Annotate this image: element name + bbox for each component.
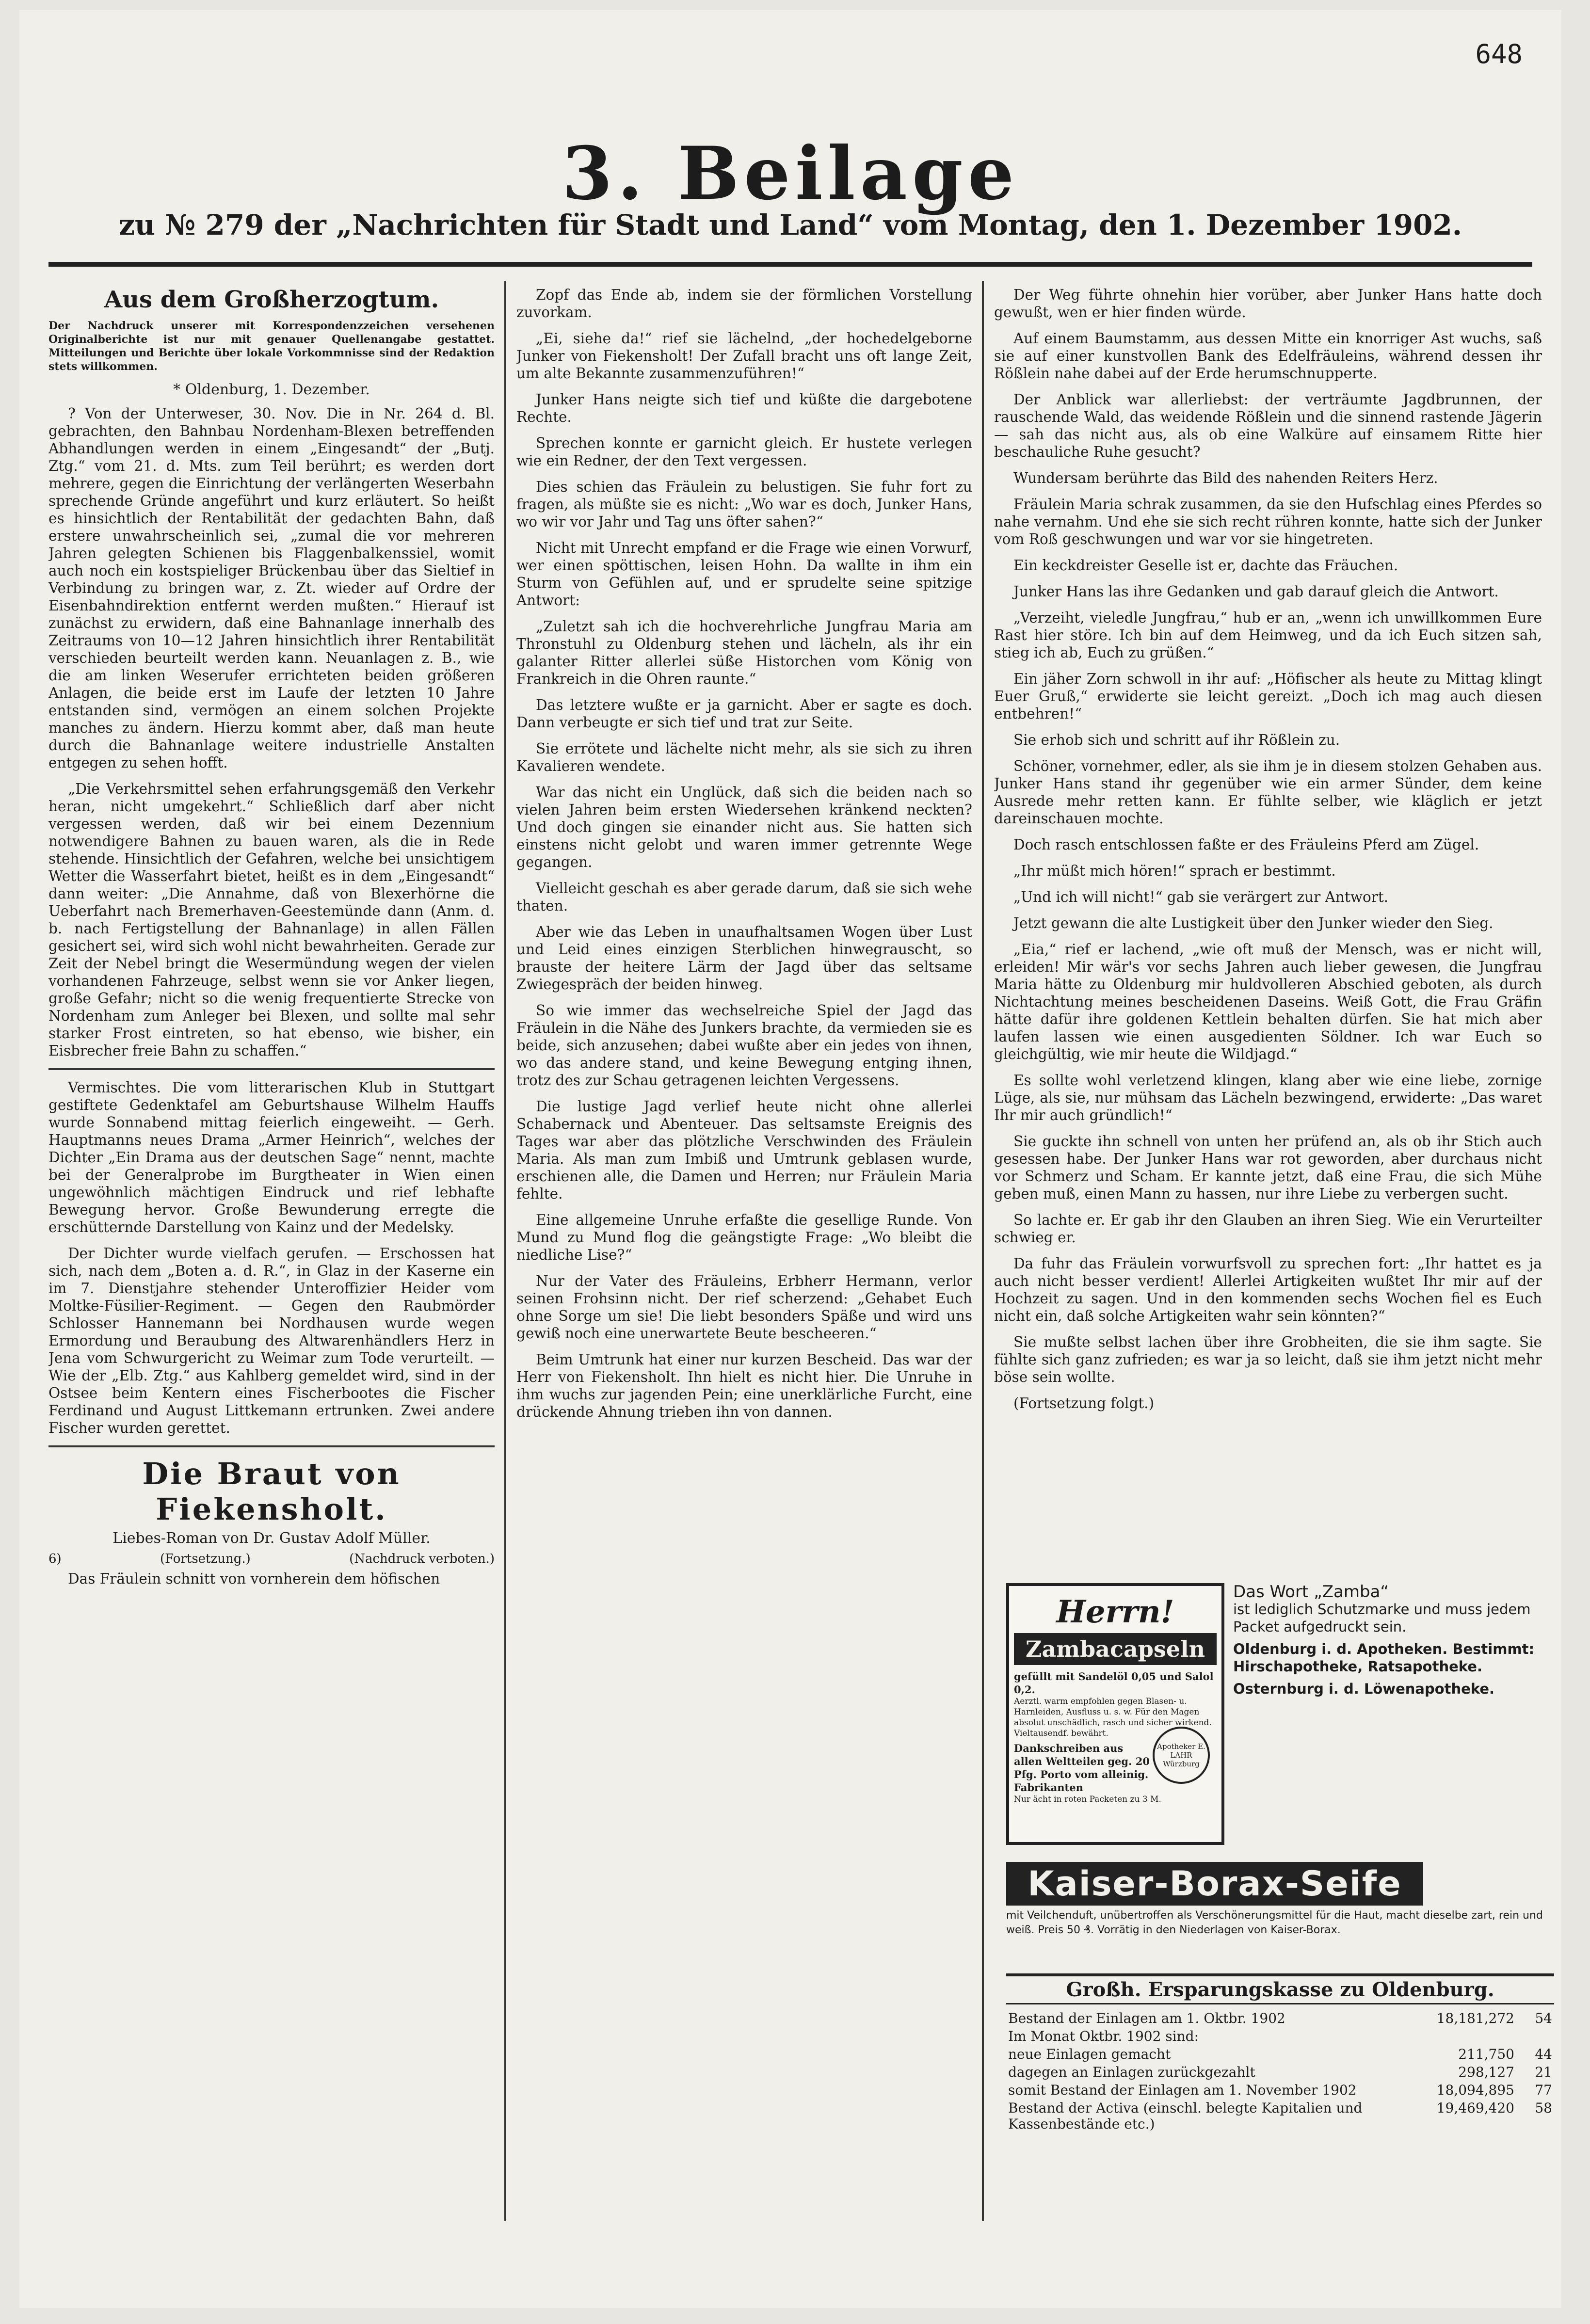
- page-number: 648: [1475, 39, 1523, 69]
- masthead-subtitle: zu № 279 der „Nachrichten für Stadt und Land“ vom Montag, den 1. Dezember 1902.: [118, 208, 1462, 241]
- masthead-title: 3. Beilage: [562, 131, 1019, 216]
- zamba-herrn: Herrn!: [1056, 1594, 1174, 1630]
- zamba-desc-2: Aerztl. warm empfohlen gegen Blasen- u. Harnleiden, Ausfluss u. s. w. Für den Magen absolut unschädlich, rasch und sicher wirkend. Vieltausendf. bewährt.: [1014, 1697, 1212, 1738]
- story-paragraph: Sie guckte ihn schnell von unten her prüfend an, als ob ihr Stich auch gesessen habe. Der Junker Hans war rot geworden, aber durchaus nicht vor Schmerz und Scham. Er kannte jetzt, daß eine Frau, die sich Mühe geben muß, einen Mann zu hassen, nur ihre Liebe zu verbergen sucht.: [994, 1133, 1542, 1202]
- masthead-rule: [48, 262, 1532, 267]
- ad-kaiser-borax: [1006, 1862, 1554, 1959]
- bank-table: [1006, 2009, 1554, 2133]
- column-1: [48, 286, 495, 2293]
- story-paragraph: Nicht mit Unrecht empfand er die Frage wie einen Vorwurf, wer einen spöttischen, leisen Hohn. Da wallte in ihm ein Sturm von Gefühlen auf, und er sprudelte seine spitzige Antwort:: [516, 540, 972, 609]
- story-paragraph: „Und ich will nicht!“ gab sie verärgert zur Antwort.: [1013, 889, 1389, 905]
- zamba-desc-1: gefüllt mit Sandelöl 0,05 und Salol 0,2.: [1014, 1670, 1214, 1696]
- novel-continued: (Fortsetzung.): [160, 1552, 251, 1566]
- story-paragraph: Ein keckdreister Geselle ist er, dachte das Fräuchen.: [1013, 557, 1398, 574]
- story-paragraph: „Ihr müßt mich hören!“ sprach er bestimmt.: [1013, 863, 1336, 879]
- bank-title: Großh. Ersparungskasse zu Oldenburg.: [1006, 1973, 1554, 2004]
- story-paragraph: Eine allgemeine Unruhe erfaßte die gesellige Runde. Von Mund zu Mund flog die geängstigte Frage: „Wo bleibt die niedliche Lise?“: [516, 1212, 972, 1263]
- story-paragraph: Junker Hans las ihre Gedanken und gab darauf gleich die Antwort.: [1013, 583, 1499, 600]
- apothecary-seal-icon: Apotheker E. LAHR Würzburg: [1153, 1727, 1210, 1784]
- zamba-trademark-note: ist lediglich Schutzmarke und muss jedem Packet aufgedruckt sein.: [1233, 1601, 1531, 1635]
- zamba-ad-box: [1006, 1583, 1224, 1845]
- story-paragraph: Junker Hans neigte sich tief und küßte die dargebotene Rechte.: [516, 391, 972, 425]
- story-paragraph: „Eia,“ rief er lachend, „wie oft muß der Mensch, was er nicht will, erleiden! Mir wär's vor sechs Jahren auch lieber gewesen, die Jungfrau Maria hätte zu Oldenburg mir huldvolleren Abschied geboten, als durch Nichtachtung meines bescheidenen Daseins. Weiß Gott, die Frau Gräfin hätte dafür ihre goldenen Kettlein behalten dürfen. Sie hat mich aber laufen lassen wie einen ausgedienten Söldner. Ich war Euch so gleichgültig, wie mir heute die Wildjagd.“: [994, 941, 1542, 1062]
- story-paragraph: Zopf das Ende ab, indem sie der förmlichen Vorstellung zuvorkam.: [516, 287, 972, 321]
- zamba-desc-4: Nur ächt in roten Packeten zu 3 M.: [1014, 1795, 1161, 1804]
- borax-text: mit Veilchenduft, unübertroffen als Verschönerungsmittel für die Haut, macht dieselbe zart, rein und weiß. Preis 50 ₰. Vorrätig in den Niederlagen von Kaiser-Borax.: [1006, 1909, 1543, 1936]
- borax-banner: Kaiser-Borax-Seife: [1006, 1862, 1423, 1906]
- article-paragraph: Vermischtes. Die vom litterarischen Klub in Stuttgart gestiftete Gedenktafel am Geburtshause Wilhelm Hauffs wurde Sonnabend mittag feierlich eingeweiht. — Gerh. Hauptmanns neues Drama „Armer Heinrich“, welches der Dichter „Ein Drama aus der deutschen Sage“ nennt, machte bei der Generalprobe im Burgtheater in Wien einen ungewöhnlich mächtigen Eindruck und rief lebhafte Bewegung hervor. Große Bewunderung erregte die erschütternde Darstellung von Kainz und der Medelsky.: [48, 1079, 495, 1235]
- column-3: [994, 286, 1542, 1556]
- story-paragraph: Die lustige Jagd verlief heute nicht ohne allerlei Schabernack und Abenteuer. Das seltsamste Ereignis des Tages war aber das plötzliche Verschwinden des Fräulein Maria. Als man zum Imbiß und Umtrunk geblasen wurde, erschienen alle, die Damen und Herren; nur Fräulein Maria fehlte.: [516, 1098, 972, 1202]
- story-paragraph: Aber wie das Leben in unaufhaltsamen Wogen über Lust und Leid eines einzigen Sterblichen hinwegrauscht, so brauste der heitere Lärm der Jagd über das seltsame Zwiegespräch der beiden hinweg.: [516, 924, 972, 993]
- story-paragraph: „Ei, siehe da!“ rief sie lächelnd, „der hochedelgeborne Junker von Fiekensholt! Der Zufall bracht uns oft lange Zeit, um alte Bekannte zusammenzuführen!“: [516, 330, 972, 382]
- article-paragraph: Der Dichter wurde vielfach gerufen. — Erschossen hat sich, nach dem „Boten a. d. R.“, in Glaz in der Kaserne ein im 7. Dienstjahre stehender Unteroffizier Heider vom Moltke-Füsilier-Regiment. — Gegen den Raubmörder Schlosser Hannemann bei Nordhausen wurde wegen Ermordung und Beraubung des Altwarenhändlers Herz in Jena vom Schwurgericht zu Weimar zum Tode verurteilt. — Wie der „Elb. Ztg.“ aus Kahlberg gemeldet wird, sind in der Ostsee beim Kentern eines Fischerbootes die Fischer Ferdinand und August Littkemann ertrunken. Zwei andere Fischer wurden gerettet.: [48, 1245, 495, 1436]
- table-row: neue Einlagen gemacht 211,750 44: [1008, 2046, 1552, 2062]
- article-paragraph: ? Von der Unterweser, 30. Nov. Die in Nr. 264 d. Bl. gebrachten, den Bahnbau Nordenham-Blexen betreffenden Abhandlungen werden in einem „Eingesandt“ der „Butj. Ztg.“ vom 21. d. Mts. zum Teil berührt; es werden dort mehrere, gegen die Einrichtung der verlängerten Weserbahn sprechende Gründe angeführt und kurz erläutert. So heißt es hinsichtlich der Rentabilität der gedachten Bahn, daß erstere unwahrscheinlich sei, „zumal die vor mehreren Jahren gelegten Schienen bis Flaggenbalkenssiel, womit auch noch ein kostspieliger Brückenbau über das Sieltief in Verbindung zu bringen war, z. Zt. wieder auf Ordre der Eisenbahndirektion entfernt werden mußten.“ Hierauf ist zunächst zu erwidern, daß eine Bahnanlage innerhalb des Zeitraums von 10—12 Jahren hinsichtlich ihrer Rentabilität verschieden beurteilt werden kann. Neuanlagen z. B., wie die am linken Weserufer errichteten beiden größeren Anlagen, die beide erst im Laufe der letzten 10 Jahre entstanden sind, vermögen an einem solchen Projekte manches zu ändern. Hierzu kommt aber, daß man heute durch die Bahnanlage weitere industrielle Anstalten entgegen zu sehen hofft.: [48, 405, 495, 771]
- story-paragraph: Sie mußte selbst lachen über ihre Grobheiten, die sie ihm sagte. Sie fühlte sich ganz zufrieden; es war ja so leicht, daß sie ihm jetzt nicht mehr böse sein wollte.: [994, 1334, 1542, 1385]
- table-row: Bestand der Einlagen am 1. Oktbr. 1902 18,181,272 54: [1008, 2010, 1552, 2026]
- section-title-grossherzogtum: Aus dem Großherzogtum.: [104, 286, 439, 313]
- story-paragraph: Dies schien das Fräulein zu belustigen. Sie fuhr fort zu fragen, als müßte sie es nicht: „Wo war es doch, Junker Hans, wo wir vor Jahr und Tag uns öfter sahen?“: [516, 479, 972, 530]
- story-paragraph: Da fuhr das Fräulein vorwurfsvoll zu sprechen fort: „Ihr hattet es ja auch nicht besser verdient! Allerlei Artigkeiten wußtet Ihr mir auf der Hochzeit zu sagen. Und in den kommenden sechs Wochen fiel es Euch nicht ein, daß solche Artigkeiten wahr sein könnten?“: [994, 1255, 1542, 1324]
- story-paragraph: Sie erhob sich und schritt auf ihr Rößlein zu.: [1013, 732, 1340, 748]
- story-paragraph: Der Weg führte ohnehin hier vorüber, aber Junker Hans hatte doch gewußt, wen er hier finden würde.: [994, 287, 1542, 321]
- novel-number: 6): [48, 1552, 62, 1566]
- story-paragraph: Doch rasch entschlossen faßte er des Fräuleins Pferd am Zügel.: [1013, 836, 1479, 853]
- reprint-note: Der Nachdruck unserer mit Korrespondenzzeichen versehenen Originalberichte ist nur mit genauer Quellenangabe gestattet. Mitteilungen und Berichte über lokale Vorkommnisse sind der Redaktion stets willkommen.: [48, 320, 495, 373]
- novel-meta: [48, 1552, 495, 1566]
- zamba-osternburg: Osternburg i. d. Löwenapotheke.: [1233, 1681, 1495, 1697]
- zamba-ad-text: [1233, 1583, 1553, 1698]
- story-paragraph: Nur der Vater des Fräuleins, Erbherr Hermann, verlor seinen Frohsinn nicht. Der rief scherzend: „Gehabet Euch ohne Sorge um sie! Die liebt besonders Späße und wird uns gewiß noch eine unerwartete Beute bescheeren.“: [516, 1273, 972, 1342]
- column-2: [516, 286, 972, 2293]
- story-paragraph: Fräulein Maria schrak zusammen, da sie den Hufschlag eines Pferdes so nahe vernahm. Und ehe sie sich recht rühren konnte, hatte sich der Junker vom Roß geschwungen und war vor sie hingetreten.: [994, 496, 1542, 547]
- novel-first-line: Das Fräulein schnitt von vornherein dem höfischen: [68, 1571, 440, 1587]
- novel-title: Die Braut von Fiekensholt.: [142, 1456, 401, 1527]
- zamba-desc-3: Dankschreiben aus allen Weltteilen geg. 20 Pfg. Porto vom alleinig. Fabrikanten: [1014, 1742, 1150, 1794]
- table-row: Bestand der Activa (einschl. belegte Kapitalien und Kassenbestände etc.) 19,469,420 58: [1008, 2100, 1552, 2132]
- story-paragraph: „Zuletzt sah ich die hochverehrliche Jungfrau Maria am Thronstuhl zu Oldenburg stehen und lächeln, als ihr ein galanter Ritter allerlei süße Historchen vom König von Frankreich in die Ohren raunte.“: [516, 618, 972, 687]
- story-paragraph: Sprechen konnte er garnicht gleich. Er hustete verlegen wie ein Redner, der den Text vergessen.: [516, 435, 972, 469]
- novel-reprint: (Nachdruck verboten.): [349, 1552, 495, 1566]
- story-paragraph: „Verzeiht, vieledle Jungfrau,“ hub er an, „wenn ich unwillkommen Eure Rast hier störe. Ich bin auf dem Heimweg, und da ich Euch sitzen sah, stieg ich ab, Euch zu grüßen.“: [994, 609, 1542, 661]
- story-paragraph: Beim Umtrunk hat einer nur kurzen Bescheid. Das war der Herr von Fiekensholt. Ihn hielt es nicht hier. Die Unruhe in ihm wuchs zur jagenden Pein; eine unerklärliche Furcht, eine drückende Ahnung trieben ihn von dannen.: [516, 1351, 972, 1420]
- newspaper-page: [19, 10, 1561, 2308]
- column-divider-2: [982, 281, 984, 2221]
- zamba-oldenburg: Oldenburg i. d. Apotheken. Bestimmt: Hirschapotheke, Ratsapotheke.: [1233, 1641, 1535, 1675]
- story-paragraph: Vielleicht geschah es aber gerade darum, daß sie sich wehe thaten.: [516, 880, 972, 914]
- ad-zamba: [1006, 1583, 1554, 1845]
- column-divider-1: [504, 281, 506, 2221]
- article-paragraph: „Die Verkehrsmittel sehen erfahrungsgemäß den Verkehr heran, nicht umgekehrt.“ Schließlich darf aber nicht vergessen werden, daß wir bei einem Dezennium notwendigere Bahnen zu bauen waren, als die in Rede stehende. Hinsichtlich der Gefahren, welche bei unsichtigem Wetter die Wasserfahrt bietet, heißt es in dem „Eingesandt“ dann weiter: „Die Annahme, daß von Blexerhörne die Ueberfahrt nach Bremerhaven-Geestemünde dann (Anm. d. b. nach Fertigstellung der Bahnanlage) in allen Fällen gesichert sei, wird sich wohl nicht bewahrheiten. Gerade zur Zeit der Nebel bringt die Wesermündung wegen der vielen vorhandenen Fahrzeuge, selbst wenn sie vor Anker liegen, große Gefahr; nicht so die wenig frequentierte Strecke von Nordenham zum Anleger bei Blexen, und sollte mal sehr starker Frost eintreten, so hat ebenso, wie bisher, ein Eisbrecher freie Bahn zu schaffen.“: [48, 781, 495, 1059]
- divider: [48, 1445, 495, 1447]
- story-paragraph: Ein jäher Zorn schwoll in ihr auf: „Höfischer als heute zu Mittag klingt Euer Gruß,“ erwiderte sie leicht gereizt. „Doch ich mag auch diesen entbehren!“: [994, 671, 1542, 722]
- zamba-trademark: Das Wort „Zamba“: [1233, 1582, 1389, 1602]
- dateline: * Oldenburg, 1. Dezember.: [173, 381, 370, 398]
- story-paragraph: War das nicht ein Unglück, daß sich die beiden nach so vielen Jahren beim ersten Wiedersehen kränkend neckten? Und doch gingen sie einander nicht aus. Sie hatten sich einstens nicht gelobt und waren immer getrennte Wege gegangen.: [516, 784, 972, 870]
- story-paragraph: Der Anblick war allerliebst: der verträumte Jagdbrunnen, der rauschende Wald, das weidende Rößlein und die sinnend rastende Jägerin — sah das nicht aus, als ob eine Walküre auf einsamem Ritte hier beschauliche Ruhe gesucht?: [994, 391, 1542, 460]
- story-paragraph: Auf einem Baumstamm, aus dessen Mitte ein knorriger Ast wuchs, saß sie auf einer kunstvollen Bank des Edelfräuleins, während dessen ihr Rößlein nahe dabei auf der Erde herumschnupperte.: [994, 330, 1542, 382]
- zamba-product-name: Zambacapseln: [1014, 1633, 1217, 1665]
- table-row: Im Monat Oktbr. 1902 sind:: [1008, 2028, 1199, 2044]
- story-paragraph: Wundersam berührte das Bild des nahenden Reiters Herz.: [1013, 470, 1438, 486]
- story-paragraph: Es sollte wohl verletzend klingen, klang aber wie eine liebe, zornige Lüge, als sie, nur mühsam das Lächeln bezwingend, erwiderte: „Das waret Ihr mir auch gründlich!“: [994, 1072, 1542, 1123]
- story-paragraph: Sie errötete und lächelte nicht mehr, als sie sich zu ihren Kavalieren wendete.: [516, 740, 972, 774]
- divider: [48, 1068, 495, 1070]
- table-row: somit Bestand der Einlagen am 1. November 1902 18,094,895 77: [1008, 2082, 1552, 2098]
- story-paragraph: Das letztere wußte er ja garnicht. Aber er sagte es doch. Dann verbeugte er sich tief und trat zur Seite.: [516, 697, 972, 731]
- story-paragraph: Schöner, vornehmer, edler, als sie ihm je in diesem stolzen Gehaben aus. Junker Hans stand ihr gegenüber wie ein armer Sünder, dem keine Ausrede mehr retten kann. Er fühlte selber, wie kläglich er jetzt dareinschauen mochte.: [994, 758, 1542, 827]
- table-row: dagegen an Einlagen zurückgezahlt 298,127 21: [1008, 2064, 1552, 2080]
- to-be-continued: (Fortsetzung folgt.): [1013, 1395, 1155, 1411]
- novel-subtitle: Liebes-Roman von Dr. Gustav Adolf Müller.: [112, 1530, 431, 1547]
- story-paragraph: Jetzt gewann die alte Lustigkeit über den Junker wieder den Sieg.: [1013, 915, 1494, 931]
- story-paragraph: So lachte er. Er gab ihr den Glauben an ihren Sieg. Wie ein Verurteilter schwieg er.: [994, 1212, 1542, 1246]
- story-paragraph: So wie immer das wechselreiche Spiel der Jagd das Fräulein in die Nähe des Junkers brachte, da vermieden sie es beide, sich anzusehen; dabei wußte aber ein jedes von ihnen, wo das andere stand, und keine Bewegung entging ihnen, trotz des zur Schau getragenen leichten Vergessens.: [516, 1002, 972, 1089]
- ersparungskasse-report: [1006, 1973, 1554, 2133]
